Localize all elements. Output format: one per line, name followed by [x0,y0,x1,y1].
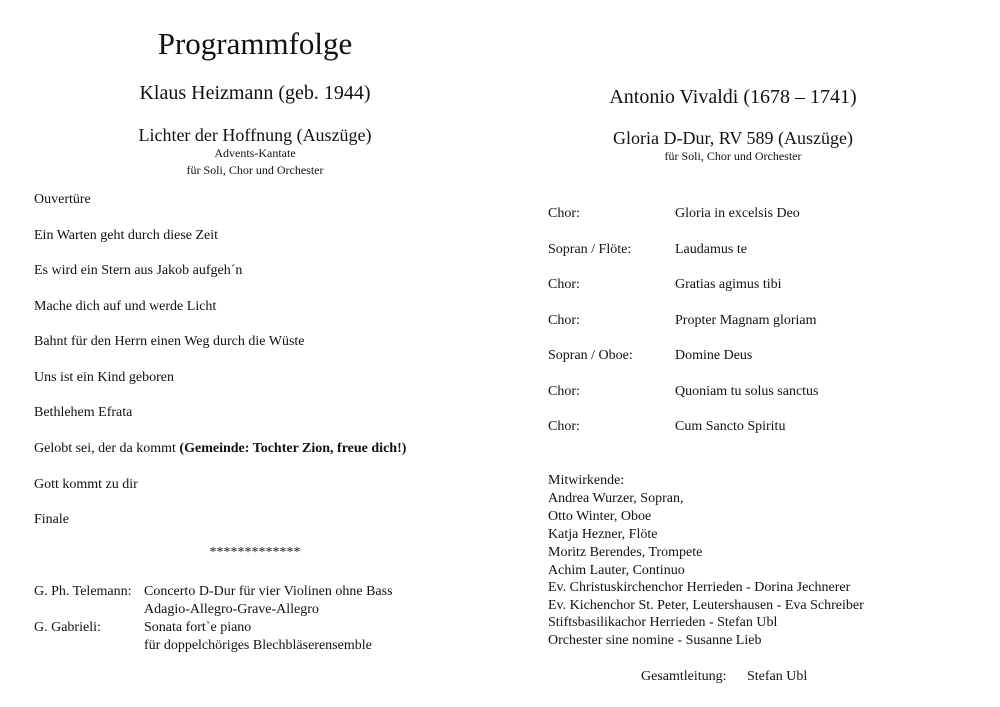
performer-line: Ev. Kichenchor St. Peter, Leutershausen - Eva Schreiber [548,598,864,613]
program-item: Mache dich auf und werde Licht [34,299,217,314]
extra-work: Sonata fort`e piano [144,620,252,635]
extra-composer: G. Ph. Telemann: [34,584,132,599]
program-item: Bethlehem Efrata [34,405,133,420]
right-work-instrumentation: für Soli, Chor und Orchester [664,149,802,163]
right-composer: Antonio Vivaldi (1678 – 1741) [609,86,857,108]
performer-line: Orchester sine nomine - Susanne Lieb [548,633,762,648]
program-item-text: Gelobt sei, der da kommt [34,441,176,456]
movement-title: Cum Sancto Spiritu [675,419,786,434]
performer-line: Moritz Berendes, Trompete [548,545,703,560]
movement-voice: Chor: [548,313,580,328]
program-item: Finale [34,512,69,527]
right-work-title: Gloria D-Dur, RV 589 (Auszüge) [613,128,853,148]
program-item: Bahnt für den Herrn einen Weg durch die Wüste [34,334,305,349]
performer-line: Otto Winter, Oboe [548,509,652,524]
extra-work: Concerto D-Dur für vier Violinen ohne Bass [144,584,393,599]
separator-stars: ************* [209,545,301,560]
performer-line: Katja Hezner, Flöte [548,527,658,542]
movement-title: Laudamus te [675,242,747,257]
movement-title: Propter Magnam gloriam [675,313,817,328]
left-work-instrumentation: für Soli, Chor und Orchester [186,163,324,177]
performer-line: Stiftsbasilikachor Herrieden - Stefan Ubl [548,615,778,630]
program-item: Gott kommt zu dir [34,477,138,492]
performer-line: Achim Lauter, Continuo [548,563,685,578]
movement-title: Gloria in excelsis Deo [675,206,800,221]
movement-title: Gratias agimus tibi [675,277,782,292]
performers-heading: Mitwirkende: [548,473,625,488]
program-item [34,441,406,457]
movement-voice: Chor: [548,277,580,292]
extra-work-detail: für doppelchöriges Blechbläserensemble [144,638,372,653]
program-item: Es wird ein Stern aus Jakob aufgeh´n [34,263,243,278]
left-work-title: Lichter der Hoffnung (Auszüge) [138,125,372,145]
program-item: Uns ist ein Kind geboren [34,370,174,385]
extra-composer: G. Gabrieli: [34,620,101,635]
movement-voice: Chor: [548,419,580,434]
congregation-note: (Gemeinde: Tochter Zion, freue dich!) [179,441,407,456]
movement-voice: Chor: [548,384,580,399]
extra-work-detail: Adagio-Allegro-Grave-Allegro [144,602,319,617]
program-item: Ein Warten geht durch diese Zeit [34,228,219,243]
performer-line: Andrea Wurzer, Sopran, [548,491,684,506]
conductor-label: Gesamtleitung: [641,669,727,684]
conductor-name: Stefan Ubl [747,669,808,684]
left-work-subtitle: Advents-Kantate [214,146,296,160]
performer-line: Ev. Christuskirchenchor Herrieden - Dorina Jechnerer [548,580,851,595]
program-item: Ouvertüre [34,192,91,207]
movement-voice: Sopran / Oboe: [548,348,633,363]
page-title: Programmfolge [157,26,353,61]
movement-title: Quoniam tu solus sanctus [675,384,819,399]
movement-title: Domine Deus [675,348,753,363]
left-composer: Klaus Heizmann (geb. 1944) [139,82,371,104]
movement-voice: Chor: [548,206,580,221]
movement-voice: Sopran / Flöte: [548,242,632,257]
